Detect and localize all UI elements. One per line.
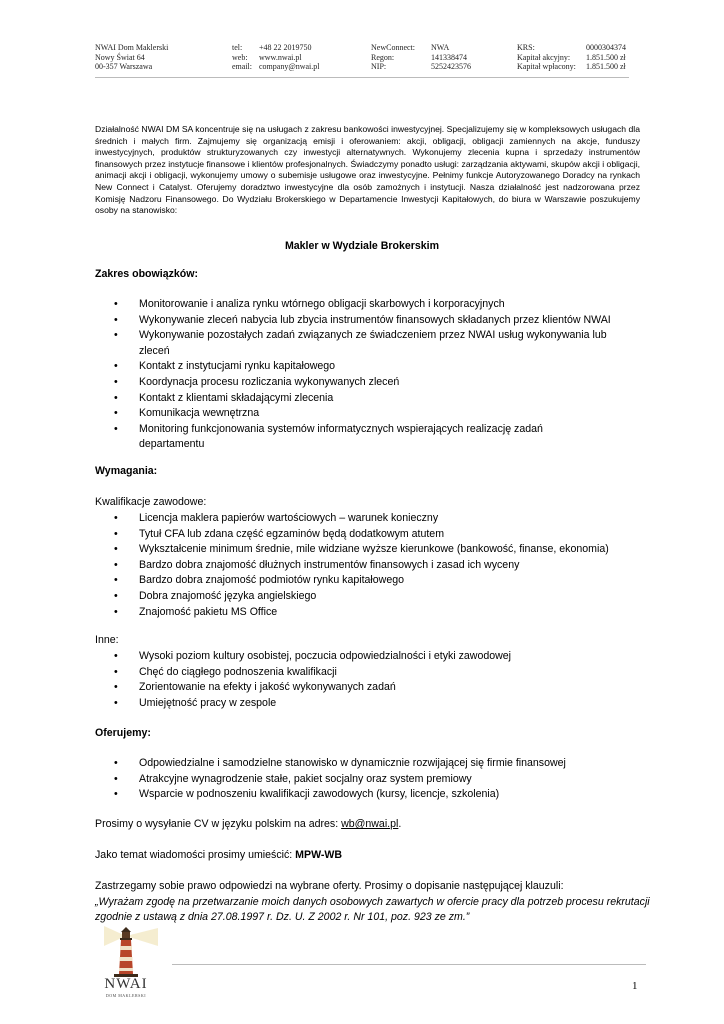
duties-list: [112, 297, 642, 453]
list-item: • Monitorowanie i analiza rynku wtórnego obligacji skarbowych i korporacyjnych: [112, 297, 642, 313]
list-item: • Znajomość pakietu MS Office: [112, 605, 642, 621]
logo-subtitle: DOM MAKLERSKI: [105, 993, 147, 998]
list-item: • Licencja maklera papierów wartościowych – warunek konieczny: [112, 511, 642, 527]
clause-quote: „Wyrażam zgodę na przetwarzanie moich danych osobowych zawartych w ofercie pracy dla potrzeb procesu rekrutacji zgodnie z ustawą z dnia 27.08.1997 r. Dz. U. Z 2002 r. Nr 101, poz. 923 ze zm.”: [95, 895, 650, 924]
list-item: • Monitoring funkcjonowania systemów informatycznych wspierających realizację zadań departamentu: [112, 422, 642, 453]
header-street: Nowy Świat 64: [95, 52, 145, 62]
header-value: 1.851.500 zł: [586, 62, 626, 71]
list-item: • Wykształcenie minimum średnie, mile widziane wyższe kierunkowe (bankowość, finanse, ekonomia): [112, 542, 642, 558]
header-capital-values: [586, 43, 626, 72]
cv-end: .: [398, 818, 402, 830]
header-value: 0000304374: [586, 43, 626, 52]
intro-paragraph: Działalność NWAI DM SA koncentruje się na usługach z zakresu bankowości inwestycyjnej. Specjalizujemy się w kompleksowych usługach dla średnich i małych firm. Zajmujemy się organizacją emisji i oferowaniem: akcji, obligacji, obligacji zamiennych na akcje, funduszy inwestycyjnych, produktów strukturyzowanych czy inwestycji alternatywnych. Wykonujemy zlecenia kupna i sprzedaży instrumentów finansowych przez instytucje finansowe i klientów profesjonalnych. Świadczymy ponadto usługi: zarządzania aktywami, skupów akcji i obligacji, animacji akcji i obligacji, wykonujemy umowy o subemisje usługowe oraz inwestycyjne. Pełnimy funkcje Autoryzowanego Doradcy na rynkach New Connect i Catalyst. Oferujemy doradztwo inwestycyjne dla osób zamożnych i instytucji. Nasza działalność jest nadzorowana przez Komisję Nadzoru Finansowego. Do Wydziału Brokerskiego w Departamencie Inwestycji Kapitałowych, do biura w Warszawie poszukujemy osoby na stanowisko:: [95, 124, 640, 216]
header-city: 00-357 Warszawa: [95, 62, 153, 71]
list-item: • Dobra znajomość języka angielskiego: [112, 589, 642, 605]
header-value: 1.851.500 zł: [586, 52, 626, 62]
header-contact-labels: [232, 43, 252, 72]
qualifications-list: [112, 511, 642, 620]
list-item: • Tytuł CFA lub zdana część egzaminów będą dodatkowym atutem: [112, 527, 642, 543]
list-item: • Komunikacja wewnętrzna: [112, 406, 642, 422]
list-item: • Bardzo dobra znajomość podmiotów rynku kapitałowego: [112, 573, 642, 589]
cv-text: Prosimy o wysyłanie CV w języku polskim na adres:: [95, 818, 342, 830]
list-item: • Odpowiedzialne i samodzielne stanowisko w dynamicznie rozwijającej się firmie finansowej: [112, 756, 642, 772]
footer-divider: [172, 964, 646, 965]
header-registry-labels: [371, 43, 415, 72]
header-label: KRS:: [517, 43, 535, 52]
page-number: 1: [632, 980, 638, 992]
lighthouse-icon: [96, 924, 166, 978]
header-label: tel:: [232, 43, 243, 52]
consent-clause: [95, 879, 655, 926]
header-label: email:: [232, 62, 252, 71]
list-item: • Wykonywanie zleceń nabycia lub zbycia instrumentów finansowych składanych przez klientów NWAI: [112, 313, 642, 329]
header-label: web:: [232, 52, 248, 62]
header-label: Kapitał akcyjny:: [517, 52, 571, 62]
list-item: • Kontakt z klientami składającymi zlecenia: [112, 391, 642, 407]
job-title: Makler w Wydziale Brokerskim: [284, 240, 440, 252]
list-item: • Wykonywanie pozostałych zadań związanych ze świadczeniem przez NWAI usług wykonywania lub zleceń: [112, 328, 642, 359]
header-label: NIP:: [371, 62, 387, 71]
list-item: • Koordynacja procesu rozliczania wykonywanych zleceń: [112, 375, 642, 391]
header-email[interactable]: company@nwai.pl: [259, 62, 320, 71]
subject-text: Jako temat wiadomości prosimy umieścić:: [95, 849, 296, 861]
list-item: • Chęć do ciągłego podnoszenia kwalifikacji: [112, 665, 642, 681]
logo-name: NWAI: [104, 976, 148, 992]
list-item: • Wsparcie w podnoszeniu kwalifikacji zawodowych (kursy, licencje, szkolenia): [112, 787, 642, 803]
cv-email-link[interactable]: wb@nwai.pl: [341, 818, 399, 830]
header-value: NWA: [431, 43, 450, 52]
header-registry-values: [431, 43, 471, 72]
list-item: • Kontakt z instytucjami rynku kapitałowego: [112, 359, 642, 375]
list-item: • Umiejętność pracy w zespole: [112, 696, 642, 712]
list-item: • Bardzo dobra znajomość dłużnych instrumentów finansowych i zasad ich wyceny: [112, 558, 642, 574]
subject-instruction: [95, 849, 342, 861]
list-item: • Atrakcyjne wynagrodzenie stałe, pakiet socjalny oraz system premiowy: [112, 772, 642, 788]
qualifications-label: Kwalifikacje zawodowe:: [95, 496, 207, 508]
offer-list: [112, 756, 642, 803]
offer-heading: Oferujemy:: [95, 727, 151, 739]
other-list: [112, 649, 642, 711]
header-value: 5252423576: [431, 62, 471, 71]
header-web[interactable]: www.nwai.pl: [259, 52, 302, 62]
header-contact-values: [259, 43, 319, 72]
header-label: NewConnect:: [371, 43, 415, 52]
header-divider: [95, 77, 629, 78]
requirements-heading: Wymagania:: [95, 465, 158, 477]
header-value: 141338474: [431, 52, 467, 62]
other-label: Inne:: [95, 634, 119, 646]
list-item: • Wysoki poziom kultury osobistej, poczucia odpowiedzialności i etyki zawodowej: [112, 649, 642, 665]
header-company: [95, 43, 168, 72]
header-capital-labels: [517, 43, 576, 72]
subject-code: MPW-WB: [295, 849, 343, 861]
nwai-logo: [96, 924, 166, 1000]
clause-intro: Zastrzegamy sobie prawo odpowiedzi na wybrane oferty. Prosimy o dopisanie następującej klauzuli:: [95, 880, 564, 892]
list-item: • Zorientowanie na efekty i jakość wykonywanych zadań: [112, 680, 642, 696]
header-label: Regon:: [371, 52, 395, 62]
duties-heading: Zakres obowiązków:: [95, 268, 199, 280]
cv-instruction: [95, 818, 401, 830]
header-phone: +48 22 2019750: [259, 43, 312, 52]
header-company-name: NWAI Dom Maklerski: [95, 43, 169, 52]
header-label: Kapitał wpłacony:: [517, 62, 576, 71]
